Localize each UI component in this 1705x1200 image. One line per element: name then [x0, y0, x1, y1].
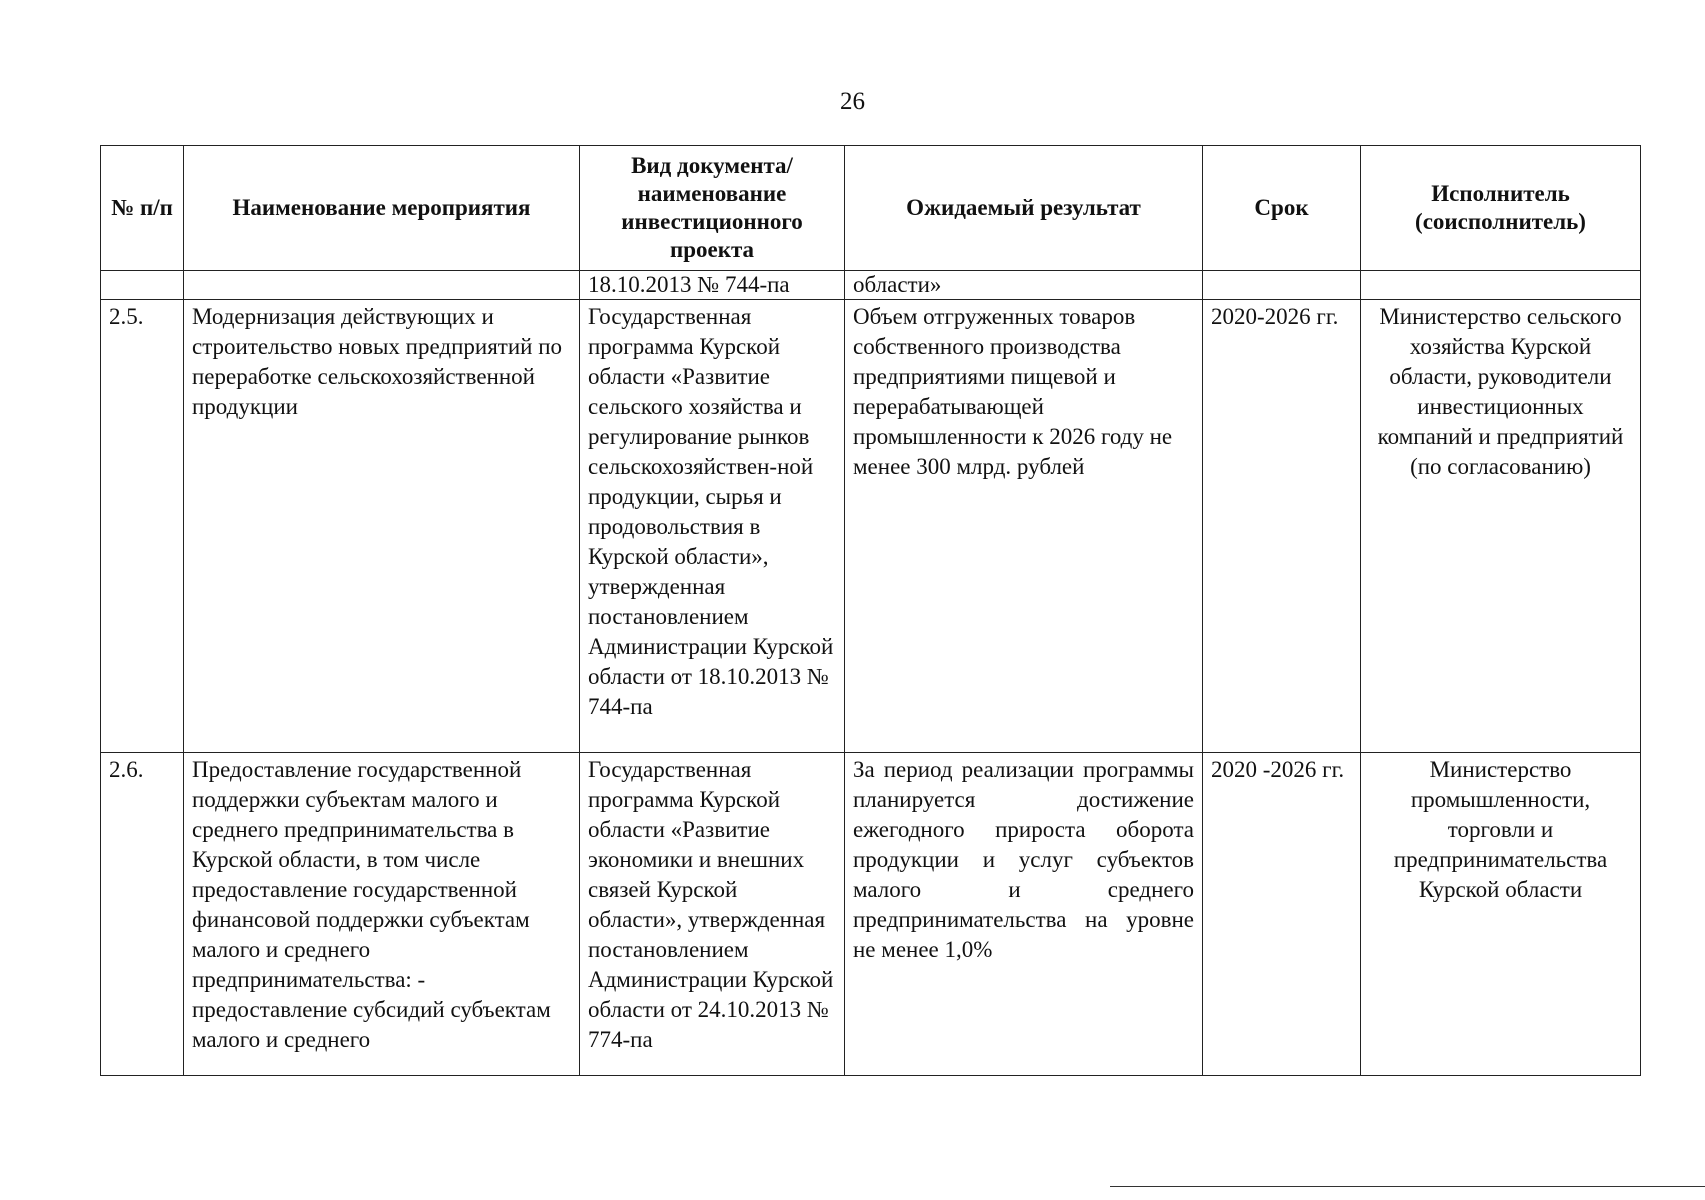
- page-edge-line: [1110, 1186, 1705, 1187]
- cell-result: Объем отгруженных товаров собственного производства предприятиями пищевой и перерабатывающей промышленности к 2026 году не менее 300 млрд. рублей: [845, 300, 1203, 753]
- header-num: № п/п: [101, 146, 184, 271]
- table-row-continuation: [101, 271, 1641, 300]
- cell-doc: 18.10.2013 № 744-па: [580, 271, 845, 300]
- activities-table: [100, 145, 1641, 1076]
- header-doc: Вид документа/ наименование инвестиционного проекта: [580, 146, 845, 271]
- cell-result: области»: [845, 271, 1203, 300]
- cell-num: [101, 271, 184, 300]
- table-row: [101, 753, 1641, 1076]
- cell-doc: Государственная программа Курской области «Развитие экономики и внешних связей Курской области», утвержденная постановлением Администрации Курской области от 24.10.2013 № 774-па: [580, 753, 845, 1076]
- cell-name: [184, 271, 580, 300]
- cell-doc: Государственная программа Курской области «Развитие сельского хозяйства и регулирование рынков сельскохозяйствен-ной продукции, сырья и продовольствия в Курской области», утвержденная постановлением Администрации Курской области от 18.10.2013 № 744-па: [580, 300, 845, 753]
- table-header-row: [101, 146, 1641, 271]
- cell-num: 2.5.: [101, 300, 184, 753]
- cell-name: Модернизация действующих и строительство новых предприятий по переработке сельскохозяйственной продукции: [184, 300, 580, 753]
- header-exec: Исполнитель (соисполнитель): [1361, 146, 1641, 271]
- cell-num: 2.6.: [101, 753, 184, 1076]
- cell-name: Предоставление государственной поддержки субъектам малого и среднего предпринимательства в Курской области, в том числе предоставление государственной финансовой поддержки субъектам малого и среднего предпринимательства: - предоставление субсидий субъектам малого и среднего: [184, 753, 580, 1076]
- cell-result: За период реализации программы планируется достижение ежегодного прироста оборота продукции и услуг субъектов малого и среднего предпринимательства на уровне не менее 1,0%: [845, 753, 1203, 1076]
- cell-exec: [1361, 271, 1641, 300]
- header-term: Срок: [1203, 146, 1361, 271]
- header-result: Ожидаемый результат: [845, 146, 1203, 271]
- cell-exec: Министерство сельского хозяйства Курской области, руководители инвестиционных компаний и предприятий (по согласованию): [1361, 300, 1641, 753]
- cell-term: [1203, 271, 1361, 300]
- cell-term: 2020-2026 гг.: [1203, 300, 1361, 753]
- header-name: Наименование мероприятия: [184, 146, 580, 271]
- cell-exec: Министерство промышленности, торговли и предпринимательства Курской области: [1361, 753, 1641, 1076]
- page-number: 26: [840, 88, 865, 115]
- cell-term: 2020 -2026 гг.: [1203, 753, 1361, 1076]
- table-row: [101, 300, 1641, 753]
